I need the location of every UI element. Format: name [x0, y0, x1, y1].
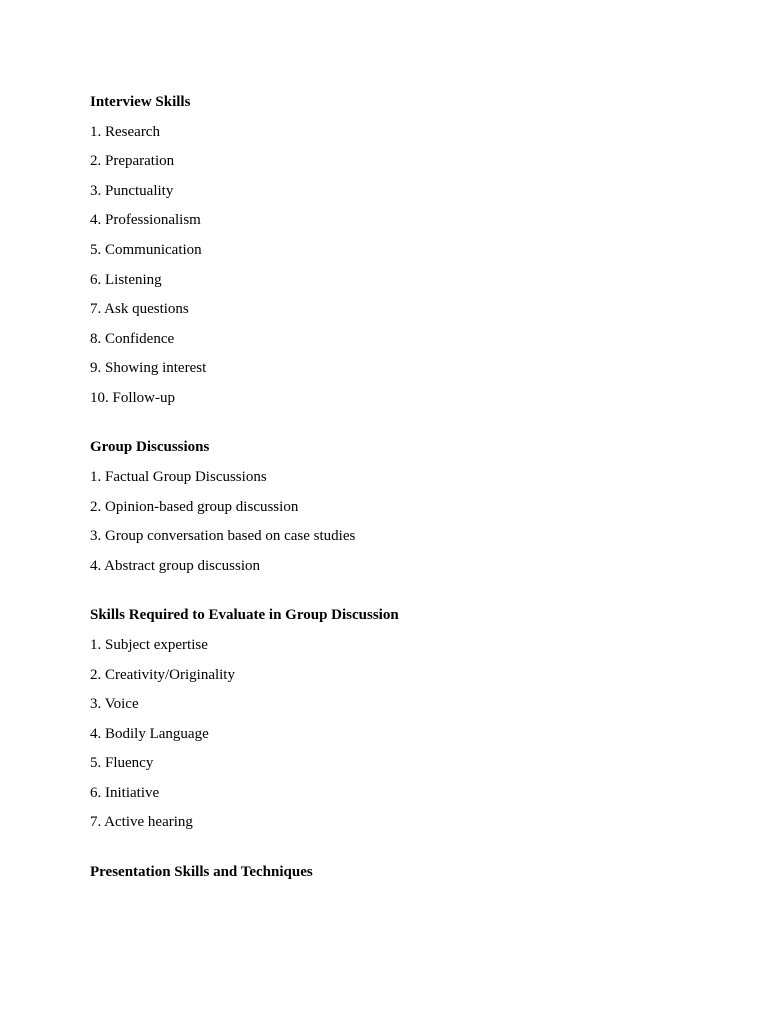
- list-item: 1. Research: [90, 123, 160, 140]
- section-group-discussions: [90, 437, 690, 575]
- section-heading: Presentation Skills and Techniques: [90, 863, 313, 880]
- section-heading: Interview Skills: [90, 94, 191, 110]
- list-item: 4. Professionalism: [90, 212, 201, 229]
- list-item: 6. Initiative: [90, 784, 160, 801]
- list-item: 3. Group conversation based on case studies: [90, 528, 356, 545]
- list-item: 10. Follow-up: [90, 389, 176, 406]
- list-item: 6. Listening: [90, 271, 162, 288]
- list-item: 2. Opinion-based group discussion: [90, 498, 299, 515]
- list-item: 9. Showing interest: [90, 360, 207, 377]
- interview-skills-list: [90, 122, 690, 408]
- list-item: 7. Ask questions: [90, 301, 189, 318]
- section-presentation-skills: [90, 862, 690, 882]
- section-interview-skills: [90, 92, 690, 408]
- list-item: 3. Punctuality: [90, 182, 174, 199]
- list-item: 8. Confidence: [90, 330, 175, 347]
- list-item: 3. Voice: [90, 696, 139, 713]
- list-item: 2. Creativity/Originality: [90, 666, 235, 683]
- list-item: 1. Factual Group Discussions: [90, 469, 267, 486]
- list-item: 4. Bodily Language: [90, 725, 209, 742]
- list-item: 1. Subject expertise: [90, 636, 208, 653]
- group-discussions-list: [90, 467, 690, 576]
- section-heading: Skills Required to Evaluate in Group Discussion: [90, 607, 399, 624]
- evaluation-skills-list: [90, 635, 690, 833]
- list-item: 7. Active hearing: [90, 814, 193, 831]
- section-heading: Group Discussions: [90, 439, 210, 456]
- list-item: 5. Communication: [90, 241, 202, 258]
- document-page: [90, 92, 690, 892]
- list-item: 2. Preparation: [90, 153, 175, 170]
- list-item: 5. Fluency: [90, 755, 154, 772]
- section-evaluation-skills: [90, 605, 690, 832]
- list-item: 4. Abstract group discussion: [90, 557, 260, 574]
